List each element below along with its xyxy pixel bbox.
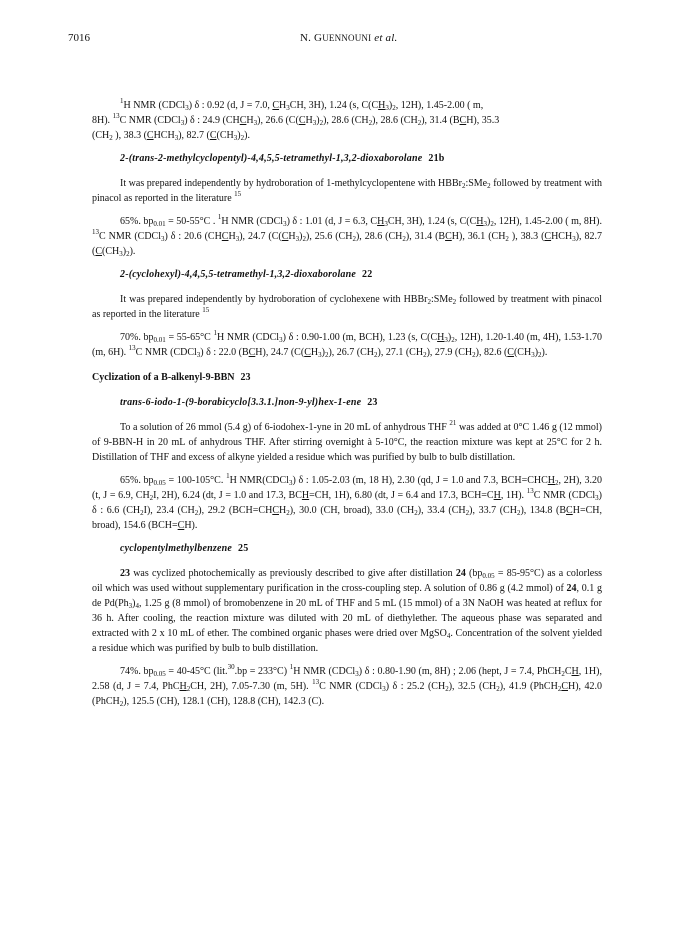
nmr-data-25: 74%. $bp_{0.05} = 40-45^\circ C$ (lit.$^{30}$.bp = 233°C) $^1$H NMR (CDCl$_3$) δ : 0.80-1.90 (m, 8H) ; 2.06 (hept, J = 7.4, PhCH$_2$CH, 1H), 2.58 (d, J = 7.4, PhCH$_2$CH, 2H), 7.05-7.30 (m, 5H). $^{13}$C NMR (CDCl$_3$) δ : 25.2 $(CH_2)$, 32.5 $(CH_2)$, 41.9 (PhCH$_2$CH), 42.0 (PhCH$_2$), 125.5 (CH), 128.1 (CH), 128.8 (CH), 142.3 (C). [92, 663, 603, 708]
page-number: 7016 [68, 32, 90, 44]
paper-body [92, 98, 602, 717]
nmr-data-23: 65%. $bp_{0.05} = 100-105^\circ C$. $^1$H NMR(CDCl$_3$) δ : 1.05-2.03 (m, 18 H), 2.30 (qd, J = 1.0 and 7.3, $BCH=CHCH_2$, 2H), 3.20 (t, J = 6.9, $CH_2I$, 2H), 6.24 (dt, J = 1.0 and 17.3, BCH=CH, 1H), 6.80 (dt, J = 6.4 and 17.3, BCH=CH, 1H). $^{13}$C NMR (CDCl$_3$) δ : 6.6 $(CH_2I)$, 23.4 $(CH_2)$, 29.2 $(BCH=CHCH_2)$, 30.0 (CH, broad), 33.0 $(CH_2)$, 33.4 $(CH_2)$, 33.7 $(CH_2)$, 134.8 (BCH=CH, broad), 154.6 (BCH=CH). [92, 472, 603, 531]
nmr-data-21b: 65%. $bp_{0.01} = 50-55^\circ C$ . $^1$H NMR (CDCl$_3$) δ : 1.01 (d, J = 6.3, $CH_3CH$, 3H), 1.24 (s, $C(CH_3)_2$, 12H), 1.45-2.00 ( m, 8H). $^{13}$C NMR (CDCl$_3$) δ : 20.6 $(CHCH_3)$, 24.7 $(C(CH_3)_2)$, 25.6 $(CH_2)$, 28.6 $(CH_2)$, 31.4 (BCH), 36.1 ($CH_2$ ), 38.3 $(CHCH_3)$, 82.7 $(C(CH_3)_2)$. [92, 213, 602, 258]
section-heading-cyclization: Cyclization of a B-alkenyl-9-BBN 23 [92, 372, 251, 383]
procedure-23: To a solution of 26 mmol (5.4 g) of 6-iodohex-1-yne in 20 mL of anhydrous THF $^{21}$ was added at 0°C 1.46 g (12 mmol) of 9-BBN-H in 20 mL of anhydrous THF. After stirring overnight à 5-10°C, the reaction mixture was kept at 25°C for 2 h. Distillation of THF and excess of alkyne yielded a residue which was purified by bulb to bulb distillation. [92, 419, 603, 463]
prep-text-22: It was prepared independently by hydroboration of cyclohexene with HBBr$_2$:SMe$_2$ followed by treatment with pinacol as reported in the literature $^{15}$ [92, 294, 602, 320]
compound-heading-25: cyclopentylmethylbenzene 25 [120, 543, 249, 554]
compound-heading-21b: 2-(trans-2-methylcyclopentyl)-4,4,5,5-tetramethyl-1,3,2-dioxaborolane 21b [120, 153, 445, 164]
compound-heading-22: 2-(cyclohexyl)-4,4,5,5-tetramethyl-1,3,2-dioxaborolane 22 [120, 269, 373, 280]
compound-heading-23: trans-6-iodo-1-(9-borabicyclo[3.3.1.]non-9-yl)hex-1-ene 23 [120, 397, 378, 408]
procedure-25: 23 was cyclized photochemically as previously described to give after distillation 24 $(bp_{0.05} = 85-95^\circ C)$ as a colorless oil which was used without supplementary purification in the cross-coupling step. A solution of 0.86 g (4.2 mmol) of 24, 0.1 g de $Pd(Ph_3)_4$, 1.25 g (8 mmol) of bromobenzene in 20 mL of THF and 5 mL (15 mmol) of a 3N NaOH was heated at reflux for 36 h. After cooling, the reaction mixture was diluted with 20 mL of diethylether. The aqueous phase was separated and extracted with 2 x 10 mL of ether. The combined organic phases were dried over MgSO$_4$. Concentration of the solvent yielded a residue which was purified by bulb to bulb distillation. [92, 568, 603, 654]
running-header-authors: N. GUENNOUNI et al. [300, 32, 398, 44]
nmr-data-22: 70%. $bp_{0.01} = 55-65^\circ C$ $^1$H NMR (CDCl$_3$) δ : 0.90-1.00 (m, BCH), 1.23 (s, $C(CH_3)_2$, 12H), 1.20-1.40 (m, 4H), 1.53-1.70 (m, 6H). $^{13}$C NMR (CDCl$_3$) δ : 22.0 (BCH), 24.7 $(C(CH_3)_2)$, 26.7 $(CH_2)$, 27.1 $(CH_2)$, 27.9 $(CH_2)$, 82.6 $(C(CH_3)_2)$. [92, 329, 603, 359]
nmr-data-21a: $^1$H NMR (CDCl$_3$) δ : 0.92 (d, J = 7.0, $CH_3CH$, 3H), 1.24 (s, $C(CH_3)_2$, 12H), 1.45-2.00 ( m, 8H). $^{13}$C NMR (CDCl$_3$) δ : 24.9 $(CHCH_3)$, 26.6 $(C(CH_3)_2)$, 28.6 $(CH_2)$, 28.6 $(CH_2)$, 31.4 (BCH), 35.3 ($CH_2$ ), 38.3 $(CHCH_3)$, 82.7 $(C(CH_3)_2)$. [92, 97, 500, 142]
prep-text-21b: It was prepared independently by hydroboration of 1-methylcyclopentene with HBBr$_2$:SMe$_2$ followed by treatment with pinacol as reported in the literature $^{15}$ [92, 178, 602, 204]
